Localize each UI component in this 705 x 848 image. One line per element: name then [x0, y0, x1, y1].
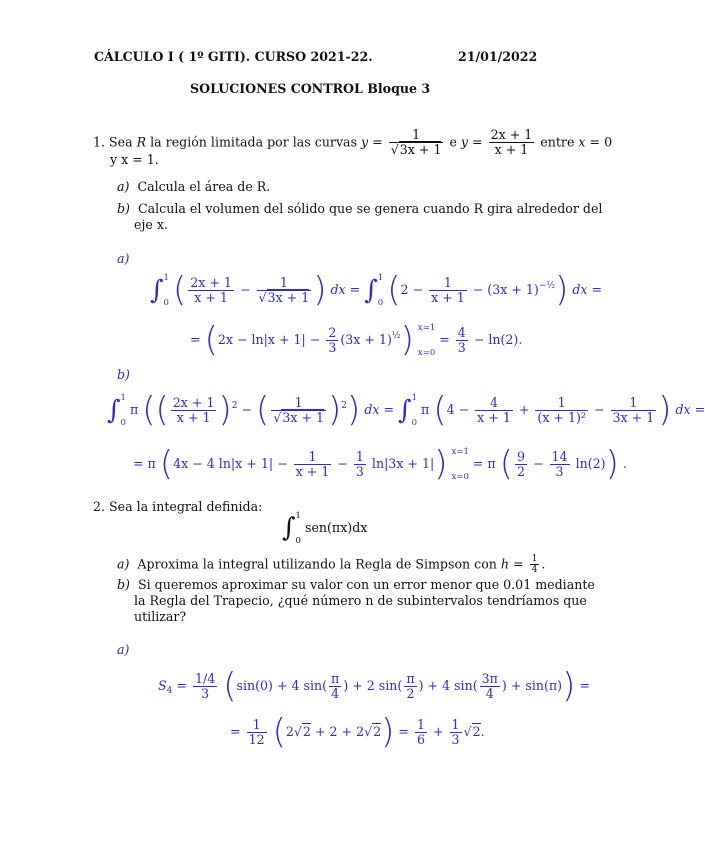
- problem2-statement: 2. Sea la integral definida:: [93, 499, 263, 514]
- solution2-a-label: a): [117, 642, 130, 657]
- problem1-part-b-line2: eje x.: [134, 217, 168, 232]
- solution2-eq1: $S_4$ = $\frac{1/4}{3}$ (sin(0) + 4 sin( $\frac{\pi}{4}$ ) + 2 sin( $\frac{\pi}{2}$ ) + 4 sin( $\frac{3\pi}{4}$ ) + sin(π)) =: [158, 666, 590, 706]
- solution1-a-label: a): [117, 251, 130, 266]
- course-header: CÁLCULO I ( 1º GITI). CURSO 2021-22.: [94, 49, 373, 64]
- problem1-line1: 1. Sea R la región limitada por las curvas y = $\frac{1}{√3x + 1}$ e y = $\frac{2x + 1}{x + 1}$ entre x = 0: [93, 127, 613, 158]
- problem1-number: 1.: [93, 134, 106, 150]
- problem2-integral: ∫ 1 0 sen(πx)dx: [282, 511, 368, 546]
- solution1-b-eq1: ∫ 1 0 π (( $\frac{2x + 1}{x + 1}$ )$^2$ − ( $\frac{1}{√3x + 1}$ )$^2$) dx = ∫ 1 0 π (4 − $\frac{4}{x + 1}$ + $\frac{1}{\text{(x + 1)²}}$ − $\frac{1}{3x + 1}$ ) dx =: [107, 390, 705, 430]
- solution2-eq2: = $\frac{1}{12}$ (2√2 + 2 + 2√2) = $\frac{1}{6}$ + $\frac{1}{3}$ √2.: [230, 712, 485, 752]
- solution1-b-label: b): [117, 367, 130, 382]
- problem2-part-a: a) Aproxima la integral utilizando la Regla de Simpson con h = $\frac{1}{4}$ .: [117, 554, 546, 576]
- page-title: SOLUCIONES CONTROL Bloque 3: [190, 81, 431, 96]
- solution1-a-eq2: = (2x − ln|x + 1| − $\frac{2}{3}$ $(3x + 1)^{\frac{1}{2}}$) x=1 x=0 = $\frac{4}{3}$ − ln(2).: [190, 320, 523, 360]
- problem2-part-b-line2: la Regla del Trapecio, ¿qué número n de subintervalos tendríamos que: [134, 593, 587, 608]
- solution1-b-eq2: = π (4x − 4 ln|x + 1| − $\frac{1}{x + 1}$ − $\frac{1}{3}$ ln|3x + 1|) x=1 x=0 = π ( $\frac{9}{2}$ − $\frac{14}{3}$ ln(2)) .: [133, 444, 627, 484]
- problem2-part-b: b) Si queremos aproximar su valor con un error menor que 0.01 mediante: [117, 577, 595, 592]
- solution1-a-eq1: ∫ 1 0 ( $\frac{2x + 1}{x + 1}$ − $\frac{1}{√3x + 1}$ ) dx = ∫ 1 0 (2 − $\frac{1}{x + 1}$ − $(3x + 1)^{-\frac{1}{2}}$) dx =: [150, 270, 603, 310]
- problem2-part-b-line3: utilizar?: [134, 609, 187, 624]
- problem1-part-b: b) Calcula el volumen del sólido que se genera cuando R gira alrededor del: [117, 201, 603, 216]
- problem1-line2: y x = 1.: [110, 152, 159, 167]
- problem1-part-a: a) Calcula el área de R.: [117, 179, 271, 194]
- exam-date: 21/01/2022: [458, 49, 538, 64]
